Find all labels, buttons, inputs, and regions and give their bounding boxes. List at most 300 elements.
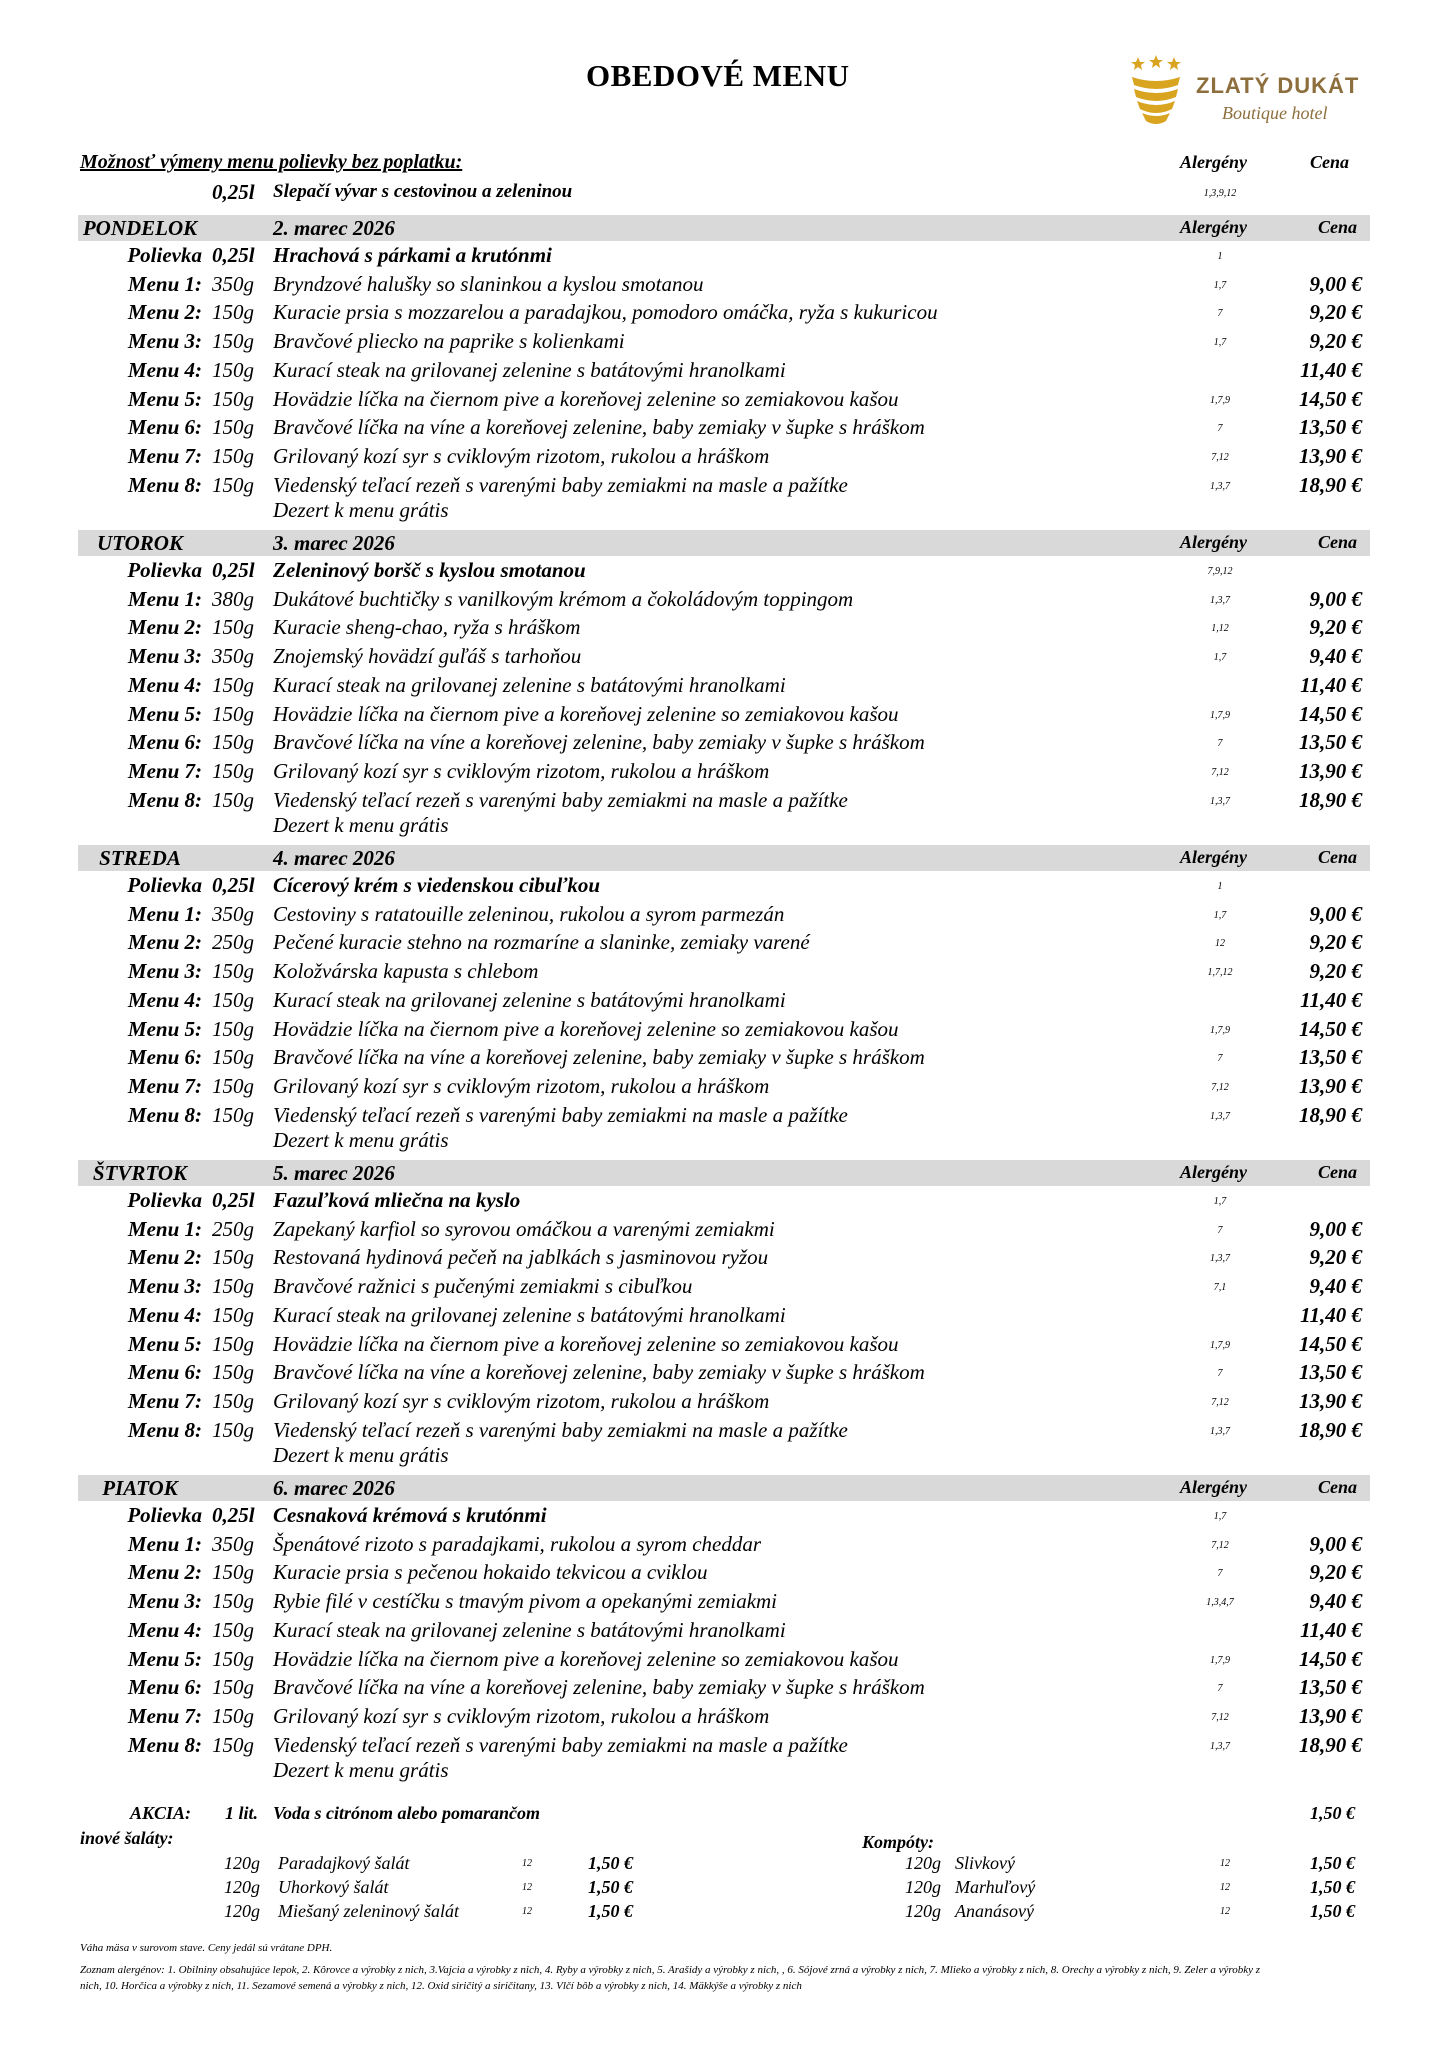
allergens-column-header: Alergény [1180,1162,1247,1182]
salad-qty: 120g [224,1877,260,1897]
soup-swap-heading: Možnosť výmeny menu polievky bez poplatku: [80,151,463,173]
menu-row [0,1274,1448,1302]
akcia-name: Voda s citrónom alebo pomarančom [273,1803,541,1823]
menu-allergens: 7,1 [1213,1282,1227,1293]
menu-row [0,444,1448,472]
menu-qty: 150g [212,1589,254,1613]
menu-name: Kurací steak na grilovanej zelenine s batátovými hranolkami [273,673,786,697]
menu-label: Menu 8: [127,1733,202,1757]
menu-row [0,1245,1448,1273]
soup-allergens: 1 [1217,251,1223,262]
menu-qty: 150g [212,702,254,726]
menu-price: 9,00 € [1309,272,1362,296]
salad-qty: 120g [224,1901,260,1921]
menu-price: 11,40 € [1300,673,1362,697]
allergens-column-header: Alergény [1180,532,1247,552]
menu-name: Restovaná hydinová pečeň na jablkách s jasminovou ryžou [273,1245,769,1269]
menu-row [0,788,1448,816]
menu-row [0,702,1448,730]
menu-name: Grilovaný kozí syr s cviklovým rizotom, rukolou a hráškom [273,1389,770,1413]
menu-row [0,1389,1448,1417]
compote-name: Slivkový [955,1853,1015,1873]
menu-label: Menu 5: [127,702,202,726]
menu-row [0,759,1448,787]
menu-qty: 150g [212,1045,254,1069]
salads-heading: inové šaláty: [80,1828,174,1848]
swap-soup-name: Slepačí vývar s cestovinou a zeleninou [273,181,573,202]
menu-row [0,329,1448,357]
soup-allergens: 1,7 [1213,1196,1227,1207]
allergens-column-header: Alergény [1180,847,1247,867]
menu-name: Bravčové líčka na víne a koreňovej zelenine, baby zemiaky v šupke s hráškom [273,415,925,439]
menu-name: Kuracie prsia s mozzarelou a paradajkou, pomodoro omáčka, ryža s kukuricou [273,300,938,324]
menu-row [0,415,1448,443]
swap-soup-allergens: 1,3,9,12 [1203,188,1237,199]
menu-allergens: 1,7 [1213,652,1227,663]
menu-name: Viedenský teľací rezeň s varenými baby zemiakmi na masle a pažítke [273,1103,848,1127]
menu-name: Kurací steak na grilovanej zelenine s batátovými hranolkami [273,1303,786,1327]
menu-label: Menu 3: [127,1274,202,1298]
menu-qty: 150g [212,1618,254,1642]
menu-name: Bravčové líčka na víne a koreňovej zelenine, baby zemiaky v šupke s hráškom [273,730,925,754]
menu-label: Menu 5: [127,1332,202,1356]
menu-name: Pečené kuracie stehno na rozmaríne a slaninke, zemiaky varené [273,930,810,954]
page-title: OBEDOVÉ MENU [586,58,850,93]
menu-label: Menu 1: [127,1217,202,1241]
salad-price: 1,50 € [588,1853,633,1873]
menu-label: Menu 6: [127,1675,202,1699]
menu-qty: 150g [212,1017,254,1041]
menu-qty: 250g [212,930,254,954]
menu-label: Menu 1: [127,1532,202,1556]
menu-label: Menu 2: [127,1560,202,1584]
menu-qty: 150g [212,473,254,497]
menu-allergens: 7 [1217,1368,1223,1379]
swap-soup-qty: 0,25l [212,180,255,204]
swap-soup-row [0,180,1448,208]
menu-row [0,1303,1448,1331]
menu-price: 18,90 € [1299,788,1362,812]
menu-label: Menu 4: [127,988,202,1012]
salad-name: Miešaný zeleninový šalát [278,1901,459,1921]
menu-allergens: 1,12 [1211,623,1229,634]
menu-label: Menu 6: [127,415,202,439]
menu-allergens: 1,3,7 [1210,595,1230,606]
soup-name: Zeleninový boršč s kyslou smotanou [273,558,586,582]
menu-label: Menu 5: [127,1017,202,1041]
menu-row [0,644,1448,672]
menu-price: 9,00 € [1309,1217,1362,1241]
menu-qty: 150g [212,1360,254,1384]
menu-label: Menu 8: [127,1418,202,1442]
dessert-row [0,498,1448,526]
menu-price: 9,20 € [1309,930,1362,954]
menu-row [0,1360,1448,1388]
menu-qty: 150g [212,730,254,754]
dessert-row [0,1758,1448,1786]
soup-label: Polievka [127,558,202,582]
menu-allergens: 1,7,9 [1210,1340,1230,1351]
menu-label: Menu 7: [127,1074,202,1098]
dessert-note: Dezert k menu grátis [273,813,449,837]
menu-row [0,959,1448,987]
soup-qty: 0,25l [212,243,255,267]
salad-price: 1,50 € [588,1877,633,1897]
akcia-price: 1,50 € [1310,1803,1355,1823]
menu-allergens: 1,7,9 [1210,710,1230,721]
menu-qty: 150g [212,1704,254,1728]
menu-label: Menu 2: [127,300,202,324]
day-header-2 [78,845,1370,871]
footer-note: Váha mäsa v surovom stave. Ceny jedál sú vrátane DPH. [80,1942,333,1954]
soup-name: Fazuľková mliečna na kyslo [273,1188,521,1212]
menu-name: Kuracie prsia s pečenou hokaido tekvicou a cviklou [273,1560,708,1584]
day-name: STREDA [99,846,181,870]
menu-name: Hovädzie líčka na čiernom pive a koreňovej zelenine so zemiakovou kašou [273,1647,899,1671]
dessert-note: Dezert k menu grátis [273,1758,449,1782]
menu-price: 9,20 € [1309,615,1362,639]
soup-label: Polievka [127,1188,202,1212]
menu-price: 9,00 € [1309,1532,1362,1556]
menu-name: Hovädzie líčka na čiernom pive a koreňovej zelenine so zemiakovou kašou [273,387,899,411]
menu-price: 9,40 € [1309,1589,1362,1613]
menu-row [0,387,1448,415]
menu-label: Menu 5: [127,1647,202,1671]
menu-price: 11,40 € [1300,1618,1362,1642]
menu-name: Grilovaný kozí syr s cviklovým rizotom, rukolou a hráškom [273,1074,770,1098]
day-name: UTOROK [97,531,183,555]
menu-qty: 150g [212,759,254,783]
menu-label: Menu 1: [127,587,202,611]
menu-price: 14,50 € [1299,1647,1362,1671]
menu-qty: 150g [212,444,254,468]
compote-allergens: 12 [1220,1858,1230,1869]
menu-row [0,615,1448,643]
menu-row [0,930,1448,958]
menu-label: Menu 2: [127,1245,202,1269]
allergens-column-header: Alergény [1180,152,1247,172]
dessert-note: Dezert k menu grátis [273,1128,449,1152]
soup-allergens: 1,7 [1213,1511,1227,1522]
compotes-heading: Kompóty: [862,1832,934,1852]
menu-qty: 150g [212,300,254,324]
menu-name: Viedenský teľací rezeň s varenými baby zemiakmi na masle a pažítke [273,473,848,497]
salad-allergens: 12 [522,1858,532,1869]
day-header-1 [78,530,1370,556]
menu-allergens: 7 [1217,1683,1223,1694]
menu-label: Menu 7: [127,1389,202,1413]
menu-qty: 150g [212,1332,254,1356]
dessert-note: Dezert k menu grátis [273,498,449,522]
menu-row [0,902,1448,930]
menu-row [0,1103,1448,1131]
menu-allergens: 7 [1217,423,1223,434]
menu-price: 9,20 € [1309,1560,1362,1584]
menu-name: Kurací steak na grilovanej zelenine s batátovými hranolkami [273,358,786,382]
day-date: 2. marec 2026 [273,216,395,240]
menu-qty: 150g [212,387,254,411]
menu-qty: 150g [212,1560,254,1584]
menu-price: 13,90 € [1299,759,1362,783]
menu-label: Menu 8: [127,788,202,812]
menu-name: Grilovaný kozí syr s cviklovým rizotom, rukolou a hráškom [273,759,770,783]
hotel-logo [1126,55,1386,135]
menu-row [0,272,1448,300]
menu-row [0,1532,1448,1560]
compote-name: Ananásový [955,1901,1034,1921]
menu-name: Kurací steak na grilovanej zelenine s batátovými hranolkami [273,1618,786,1642]
menu-row [0,1560,1448,1588]
menu-allergens: 1,3,4,7 [1206,1597,1234,1608]
menu-price: 18,90 € [1299,1418,1362,1442]
menu-price: 14,50 € [1299,1332,1362,1356]
menu-allergens: 1,7,9 [1210,1025,1230,1036]
menu-label: Menu 6: [127,730,202,754]
akcia-qty: 1 lit. [225,1803,259,1823]
menu-price: 9,20 € [1309,959,1362,983]
soup-qty: 0,25l [212,1503,255,1527]
salad-qty: 120g [224,1853,260,1873]
menu-row [0,358,1448,386]
compote-price: 1,50 € [1310,1901,1355,1921]
day-date: 6. marec 2026 [273,1476,395,1500]
soup-name: Cícerový krém s viedenskou cibuľkou [273,873,601,897]
soup-row [0,558,1448,586]
soup-name: Hrachová s párkami a krutónmi [273,243,552,267]
menu-price: 13,50 € [1299,730,1362,754]
dessert-row [0,813,1448,841]
menu-allergens: 1,3,7 [1210,1426,1230,1437]
day-date: 4. marec 2026 [273,846,395,870]
menu-qty: 350g [212,644,254,668]
compote-price: 1,50 € [1310,1877,1355,1897]
menu-row [0,1045,1448,1073]
dessert-row [0,1128,1448,1156]
menu-row [0,1618,1448,1646]
allergens-column-header: Alergény [1180,217,1247,237]
menu-row [0,1332,1448,1360]
menu-qty: 250g [212,1217,254,1241]
menu-qty: 150g [212,1389,254,1413]
menu-price: 9,20 € [1309,1245,1362,1269]
soup-qty: 0,25l [212,873,255,897]
soup-row [0,1188,1448,1216]
menu-label: Menu 4: [127,673,202,697]
compote-qty: 120g [905,1877,941,1897]
menu-label: Menu 6: [127,1360,202,1384]
menu-qty: 150g [212,1675,254,1699]
menu-label: Menu 7: [127,444,202,468]
salad-allergens: 12 [522,1882,532,1893]
menu-allergens: 7,12 [1211,452,1229,463]
menu-label: Menu 3: [127,959,202,983]
menu-allergens: 1,7,9 [1210,395,1230,406]
menu-price: 13,90 € [1299,1704,1362,1728]
menu-row [0,673,1448,701]
compote-allergens: 12 [1220,1906,1230,1917]
menu-name: Hovädzie líčka na čiernom pive a koreňovej zelenine so zemiakovou kašou [273,1332,899,1356]
menu-allergens: 7 [1217,1568,1223,1579]
footer-allergens-list: Zoznam alergénov: 1. Obilniny obsahujúce lepok, 2. Kôrovce a výrobky z nich, 3.Vajcia a výrobky z nich, 4. Ryby a výrobky z nich, 5. Arašidy a výrobky z nich, , 6. Sójové zrná a výrobky z nich, 7. Mlieko a výrobky z nich, 8. Orechy a výrobky z nich, 9. Zeler a výrobky z nich, 10. Horčica a výrobky z nich, 11. Sezamové semená a výrobky z nich, 12. Oxid siričitý a siričitany, 13. Vlčí bôb a výrobky z nich, 14. Mäkkýše a výrobky z nich [80,1964,1261,1992]
soup-qty: 0,25l [212,1188,255,1212]
menu-allergens: 7 [1217,308,1223,319]
menu-price: 13,50 € [1299,1045,1362,1069]
menu-name: Rybie filé v cestíčku s tmavým pivom a opekanými zemiakmi [273,1589,778,1613]
menu-allergens: 7 [1217,1053,1223,1064]
menu-allergens: 1,7 [1213,910,1227,921]
menu-allergens: 1,7 [1213,280,1227,291]
menu-label: Menu 4: [127,1303,202,1327]
soup-qty: 0,25l [212,558,255,582]
soup-label: Polievka [127,243,202,267]
menu-qty: 150g [212,1074,254,1098]
menu-qty: 150g [212,1303,254,1327]
brand-subtitle: Boutique hotel [1222,103,1328,123]
menu-qty: 150g [212,615,254,639]
menu-allergens: 1,3,7 [1210,796,1230,807]
menu-price: 18,90 € [1299,1733,1362,1757]
menu-name: Grilovaný kozí syr s cviklovým rizotom, rukolou a hráškom [273,444,770,468]
menu-label: Menu 5: [127,387,202,411]
akcia-label: AKCIA: [130,1803,192,1823]
menu-name: Grilovaný kozí syr s cviklovým rizotom, rukolou a hráškom [273,1704,770,1728]
menu-label: Menu 4: [127,358,202,382]
menu-price: 9,40 € [1309,1274,1362,1298]
menu-name: Kuracie sheng-chao, ryža s hráškom [273,615,581,639]
salad-allergens: 12 [522,1906,532,1917]
menu-price: 9,40 € [1309,644,1362,668]
menu-price: 11,40 € [1300,1303,1362,1327]
menu-name: Špenátové rizoto s paradajkami, rukolou a syrom cheddar [273,1532,762,1556]
menu-name: Bravčové pliecko na paprike s kolienkami [273,329,625,353]
compote-qty: 120g [905,1853,941,1873]
price-column-header: Cena [1318,532,1358,552]
menu-price: 9,00 € [1309,902,1362,926]
day-name: ŠTVRTOK [92,1161,188,1185]
day-name: PONDELOK [82,216,198,240]
menu-name: Cestoviny s ratatouille zeleninou, rukolou a syrom parmezán [273,902,785,926]
menu-price: 14,50 € [1299,1017,1362,1041]
menu-row [0,473,1448,501]
compote-name: Marhuľový [955,1877,1036,1897]
menu-name: Viedenský teľací rezeň s varenými baby zemiakmi na masle a pažítke [273,1418,848,1442]
menu-qty: 150g [212,673,254,697]
menu-allergens: 7,12 [1211,1397,1229,1408]
soup-row [0,243,1448,271]
menu-name: Hovädzie líčka na čiernom pive a koreňovej zelenine so zemiakovou kašou [273,702,899,726]
menu-qty: 350g [212,1532,254,1556]
menu-label: Menu 7: [127,1704,202,1728]
menu-row [0,587,1448,615]
soup-label: Polievka [127,1503,202,1527]
menu-price: 18,90 € [1299,1103,1362,1127]
menu-row [0,1217,1448,1245]
menu-row [0,1675,1448,1703]
menu-price: 13,90 € [1299,1074,1362,1098]
menu-price: 13,90 € [1299,444,1362,468]
menu-allergens: 7 [1217,738,1223,749]
menu-qty: 380g [212,587,254,611]
menu-price: 13,90 € [1299,1389,1362,1413]
menu-price: 9,20 € [1309,329,1362,353]
menu-allergens: 1,3,7 [1210,1253,1230,1264]
menu-allergens: 7,12 [1211,1712,1229,1723]
day-header-3 [78,1160,1370,1186]
menu-label: Menu 3: [127,644,202,668]
day-header-4 [78,1475,1370,1501]
dessert-row [0,1443,1448,1471]
menu-label: Menu 8: [127,1103,202,1127]
menu-price: 14,50 € [1299,387,1362,411]
menu-label: Menu 1: [127,272,202,296]
menu-label: Menu 3: [127,329,202,353]
menu-allergens: 1,3,7 [1210,1741,1230,1752]
menu-allergens: 1,3,7 [1210,1111,1230,1122]
menu-row [0,988,1448,1016]
compote-allergens: 12 [1220,1882,1230,1893]
menu-name: Bravčové ražnici s pučenými zemiakmi s cibuľkou [273,1274,693,1298]
menu-row [0,1418,1448,1446]
allergens-column-header: Alergény [1180,1477,1247,1497]
menu-qty: 150g [212,788,254,812]
menu-price: 9,00 € [1309,587,1362,611]
menu-name: Viedenský teľací rezeň s varenými baby zemiakmi na masle a pažítke [273,1733,848,1757]
menu-allergens: 7,12 [1211,1082,1229,1093]
menu-price: 13,50 € [1299,415,1362,439]
menu-label: Menu 2: [127,615,202,639]
menu-allergens: 7 [1217,1225,1223,1236]
menu-name: Hovädzie líčka na čiernom pive a koreňovej zelenine so zemiakovou kašou [273,1017,899,1041]
menu-name: Bravčové líčka na víne a koreňovej zelenine, baby zemiaky v šupke s hráškom [273,1045,925,1069]
menu-row [0,730,1448,758]
price-column-header: Cena [1318,1162,1358,1182]
menu-name: Zapekaný karfiol so syrovou omáčkou a varenými zemiakmi [273,1217,775,1241]
menu-allergens: 12 [1215,938,1225,949]
menu-name: Kurací steak na grilovanej zelenine s batátovými hranolkami [273,988,786,1012]
menu-label: Menu 7: [127,759,202,783]
menu-qty: 150g [212,329,254,353]
soup-row [0,873,1448,901]
crown-coin-icon [1126,55,1186,129]
menu-row [0,1733,1448,1761]
menu-price: 11,40 € [1300,358,1362,382]
salad-name: Uhorkový šalát [278,1877,389,1897]
price-column-header: Cena [1310,152,1350,172]
menu-qty: 150g [212,1733,254,1757]
menu-row [0,1589,1448,1617]
menu-qty: 150g [212,358,254,382]
menu-name: Bryndzové halušky so slaninkou a kyslou smotanou [273,272,704,296]
price-column-header: Cena [1318,1477,1358,1497]
menu-label: Menu 3: [127,1589,202,1613]
day-header-0 [78,215,1370,241]
soup-allergens: 7,9,12 [1207,566,1233,577]
menu-row [0,1647,1448,1675]
menu-row [0,300,1448,328]
menu-qty: 150g [212,1647,254,1671]
salad-name: Paradajkový šalát [278,1853,410,1873]
menu-label: Menu 8: [127,473,202,497]
day-date: 5. marec 2026 [273,1161,395,1185]
salad-price: 1,50 € [588,1901,633,1921]
menu-price: 9,20 € [1309,300,1362,324]
dessert-note: Dezert k menu grátis [273,1443,449,1467]
menu-name: Dukátové buchtičky s vanilkovým krémom a čokoládovým toppingom [273,587,854,611]
menu-label: Menu 2: [127,930,202,954]
menu-qty: 150g [212,1103,254,1127]
menu-price: 13,50 € [1299,1360,1362,1384]
menu-qty: 350g [212,902,254,926]
